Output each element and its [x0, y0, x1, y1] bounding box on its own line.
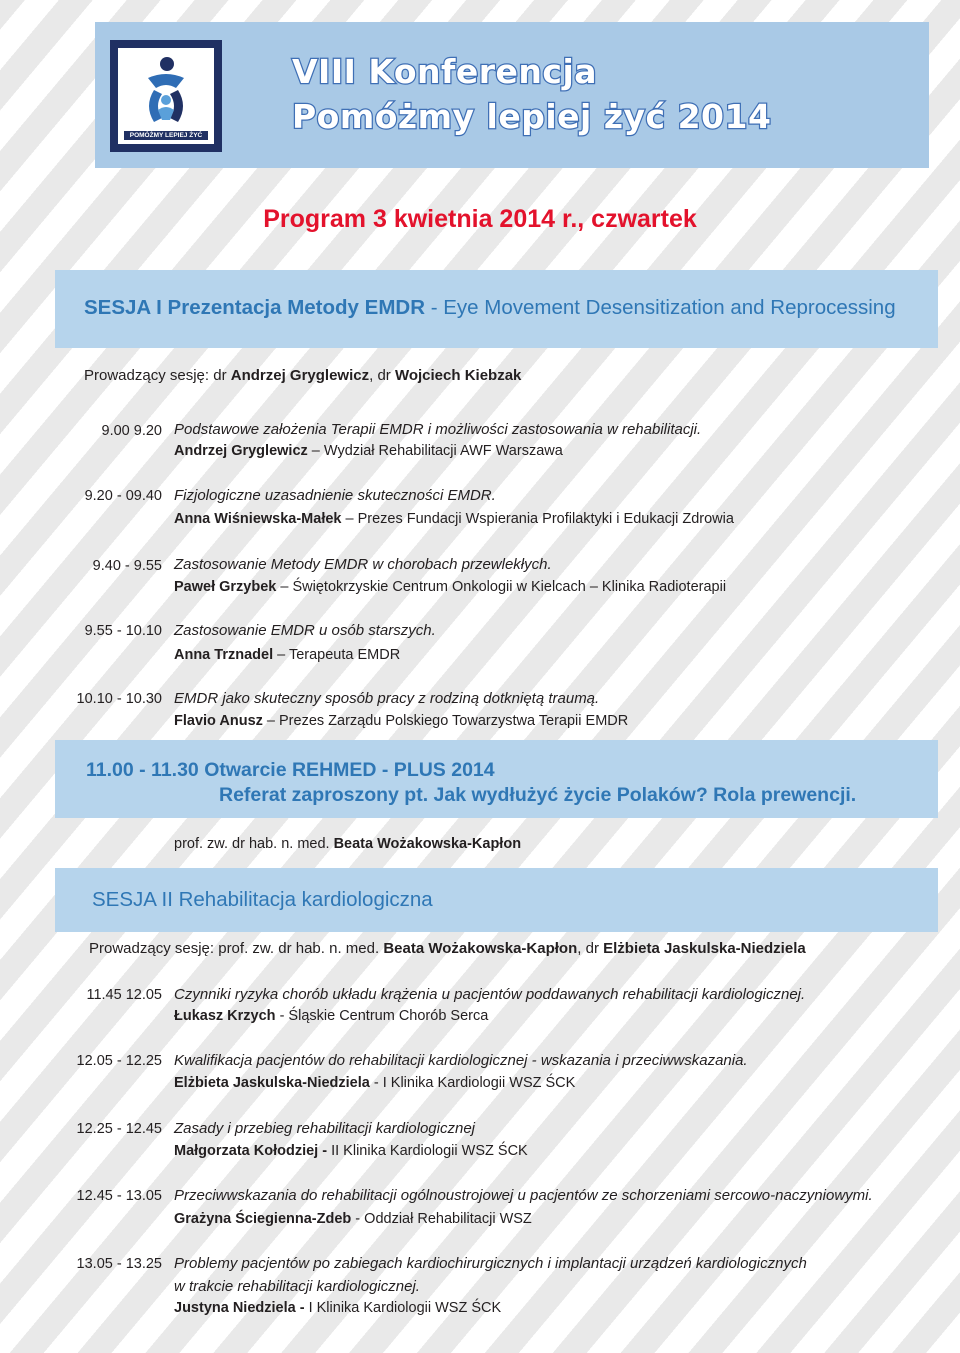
program-title: Program 3 kwietnia 2014 r., czwartek [263, 205, 697, 233]
session2-title: SESJA II Rehabilitacja kardiologiczna [92, 888, 433, 911]
row-title: Problemy pacjentów po zabiegach kardiochirurgicznych i implantacji urządzeń kardiologicznych [174, 1255, 807, 1272]
row-title: Zasady i przebieg rehabilitacji kardiologicznej [174, 1120, 475, 1137]
row-speaker: Małgorzata Kołodziej - II Klinika Kardiologii WSZ ŚCK [174, 1143, 528, 1159]
conference-title-line1: VIII Konferencja [292, 52, 598, 91]
row-time: 9.55 - 10.10 [84, 623, 162, 639]
row-speaker: Anna Trznadel – Terapeuta EMDR [174, 647, 401, 663]
row-title: EMDR jako skuteczny sposób pracy z rodziną dotkniętą traumą. [174, 690, 600, 707]
people-logo-icon [118, 48, 214, 144]
row-speaker: Elżbieta Jaskulska-Niedziela - I Klinika Kardiologii WSZ ŚCK [174, 1075, 576, 1091]
row-title: Zastosowanie EMDR u osób starszych. [174, 622, 436, 639]
row-time: 10.10 - 10.30 [76, 691, 162, 707]
session1-title: SESJA I Prezentacja Metody EMDR - Eye Movement Desensitization and Reprocessing [84, 296, 896, 319]
row-time: 12.45 - 13.05 [76, 1188, 162, 1204]
row-time: 9.00 9.20 [101, 423, 162, 439]
invited-lecturer: prof. zw. dr hab. n. med. Beata Wożakowska-Kapłon [174, 836, 522, 852]
conference-logo [110, 40, 222, 152]
row-time: 13.05 - 13.25 [76, 1256, 162, 1272]
invited-lecture-title: Referat zaproszony pt. Jak wydłużyć życie Polaków? Rola prewencji. [219, 784, 857, 806]
row-title: Kwalifikacja pacjentów do rehabilitacji kardiologicznej - wskazania i przeciwwskazania. [174, 1052, 748, 1069]
row-time: 9.20 - 09.40 [84, 488, 162, 504]
row-time: 12.25 - 12.45 [76, 1121, 162, 1137]
row-title: Zastosowanie Metody EMDR w chorobach przewlekłych. [174, 556, 552, 573]
row-time: 12.05 - 12.25 [76, 1053, 162, 1069]
logo-text: POMÓŻMY LEPIEJ ŻYĆ [124, 131, 208, 140]
row-speaker: Anna Wiśniewska-Małek – Prezes Fundacji Wspierania Profilaktyki i Edukacji Zdrowia [174, 511, 734, 527]
row-speaker: Andrzej Gryglewicz – Wydział Rehabilitacji AWF Warszawa [174, 443, 563, 459]
row-time: 9.40 - 9.55 [92, 558, 162, 574]
session1-chairs: Prowadzący sesję: dr Andrzej Gryglewicz, dr Wojciech Kiebzak [84, 367, 522, 384]
row-title: Fizjologiczne uzasadnienie skuteczności EMDR. [174, 487, 496, 504]
row-speaker: Grażyna Ściegienna-Zdeb - Oddział Rehabilitacji WSZ [174, 1211, 532, 1227]
row-speaker: Justyna Niedziela - I Klinika Kardiologii WSZ ŚCK [174, 1300, 502, 1316]
row-time: 11.45 12.05 [86, 987, 162, 1003]
row-speaker: Paweł Grzybek – Świętokrzyskie Centrum Onkologii w Kielcach – Klinika Radioterapii [174, 579, 727, 595]
conference-title-line2: Pomóżmy lepiej żyć 2014 [292, 97, 772, 136]
row-title: Podstawowe założenia Terapii EMDR i możliwości zastosowania w rehabilitacji. [174, 421, 702, 438]
row-speaker: Flavio Anusz – Prezes Zarządu Polskiego Towarzystwa Terapii EMDR [174, 713, 629, 729]
row-title: Przeciwwskazania do rehabilitacji ogólnoustrojowej u pacjentów ze schorzeniami sercowo-naczyniowymi. [174, 1187, 873, 1204]
row-speaker: Łukasz Krzych - Śląskie Centrum Chorób Serca [174, 1008, 489, 1024]
opening-title: 11.00 - 11.30 Otwarcie REHMED - PLUS 2014 [86, 759, 495, 781]
session2-chairs: Prowadzący sesję: prof. zw. dr hab. n. med. Beata Wożakowska-Kapłon, dr Elżbieta Jaskulska-Niedziela [89, 940, 806, 957]
row-title-continued: w trakcie rehabilitacji kardiologicznej. [174, 1278, 420, 1295]
row-title: Czynniki ryzyka chorób układu krążenia u pacjentów poddawanych rehabilitacji kardiologicznej. [174, 986, 806, 1003]
